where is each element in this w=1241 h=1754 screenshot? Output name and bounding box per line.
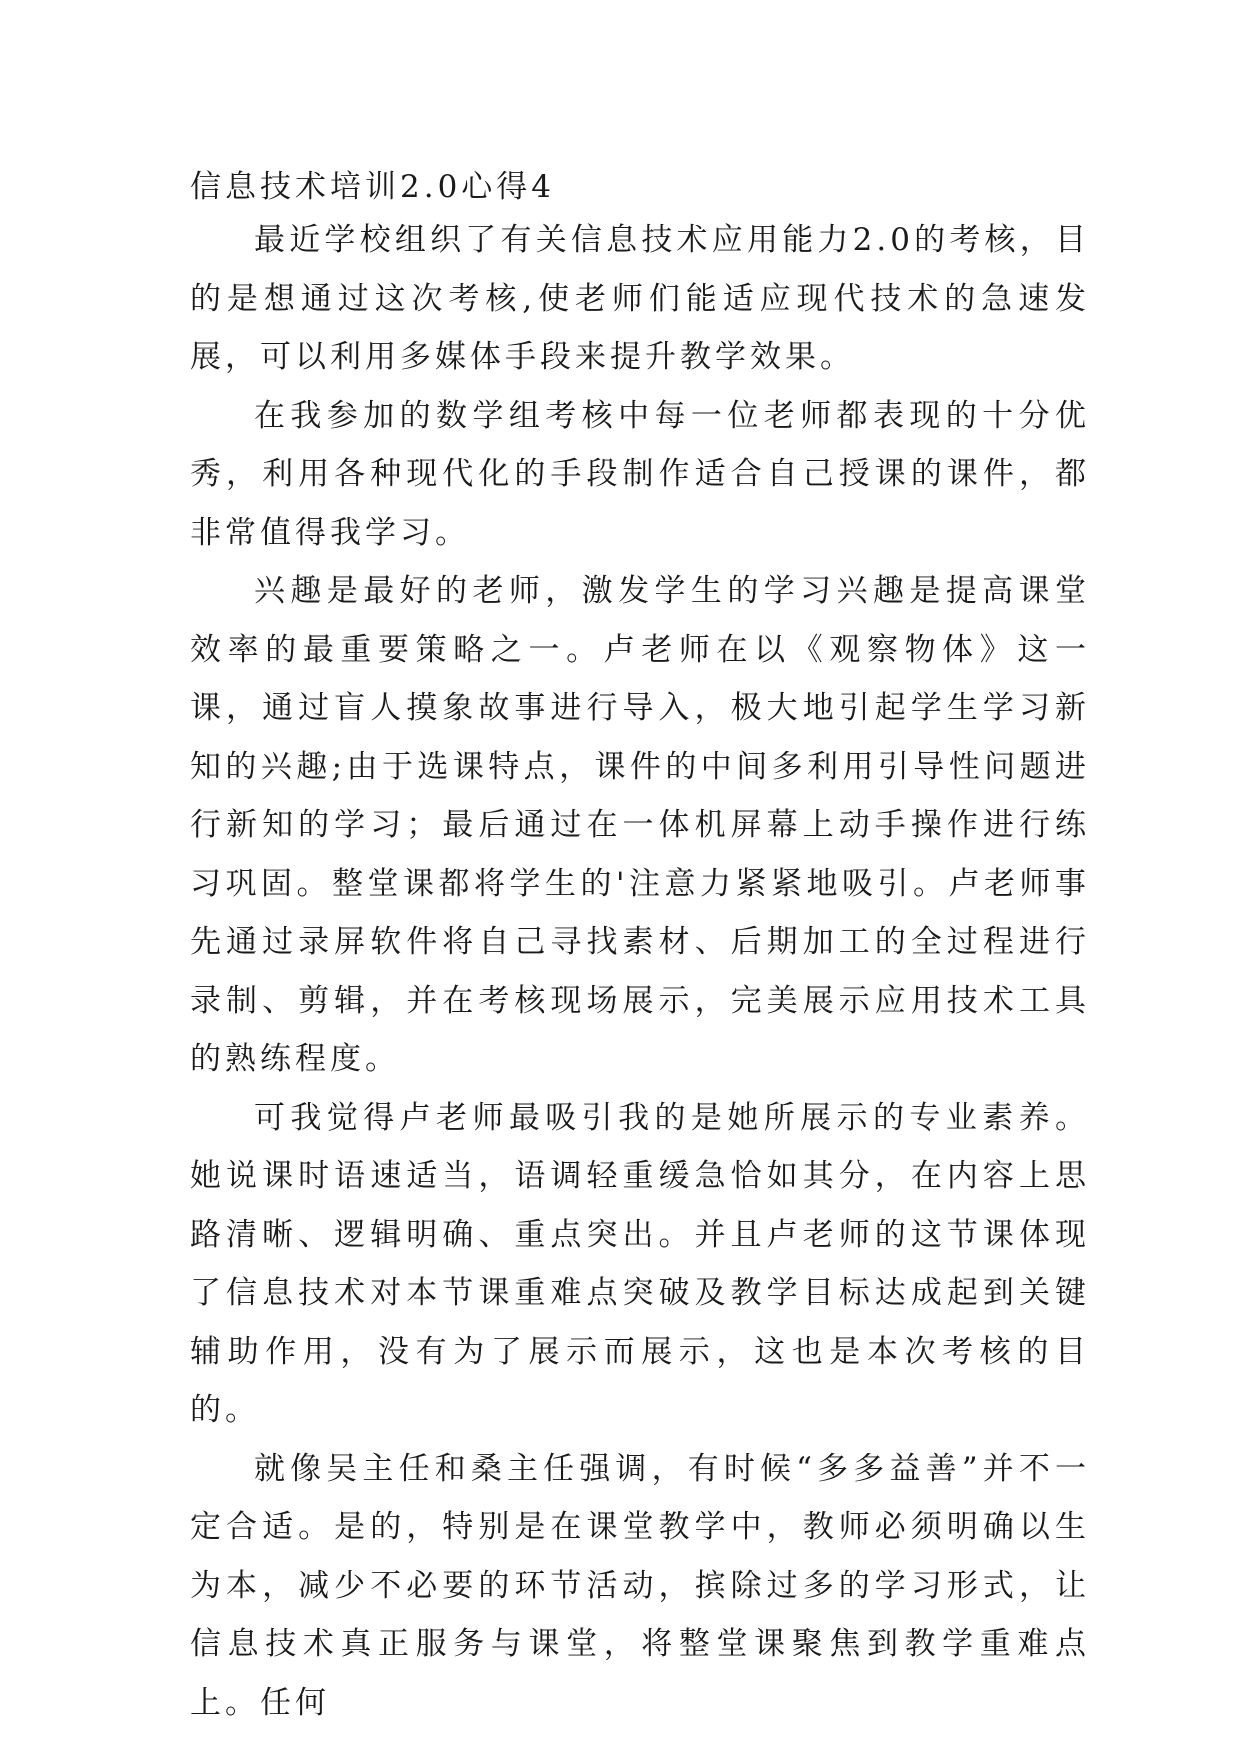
document-title: 信息技术培训2.0心得4 <box>190 169 556 205</box>
document-body <box>190 163 1090 1732</box>
paragraph: 最近学校组织了有关信息技术应用能力2.0的考核，目的是想通过这次考核,使老师们能适应现代技术的急速发展，可以利用多媒体手段来提升教学效果。 <box>190 222 1090 375</box>
paragraph: 可我觉得卢老师最吸引我的是她所展示的专业素养。她说课时语速适当，语调轻重缓急恰如其分，在内容上思路清晰、逻辑明确、重点突出。并且卢老师的这节课体现了信息技术对本节课重难点突破及教学目标达成起到关键辅助作用，没有为了展示而展示，这也是本次考核的目的。 <box>190 1099 1090 1428</box>
paragraph: 就像吴主任和桑主任强调，有时候“多多益善”并不一定合适。是的，特别是在课堂教学中，教师必须明确以生为本，减少不必要的环节活动，摈除过多的学习形式，让信息技术真正服务与课堂，将整堂课聚焦到教学重难点上。任何 <box>190 1450 1090 1721</box>
paragraph: 兴趣是最好的老师，激发学生的学习兴趣是提高课堂效率的最重要策略之一。卢老师在以《观察物体》这一课，通过盲人摸象故事进行导入，极大地引起学生学习新知的兴趣;由于选课特点，课件的中间多利用引导性问题进行新知的学习；最后通过在一体机屏幕上动手操作进行练习巩固。整堂课都将学生的'注意力紧紧地吸引。卢老师事先通过录屏软件将自己寻找素材、后期加工的全过程进行录制、剪辑，并在考核现场展示，完美展示应用技术工具的熟练程度。 <box>190 573 1090 1077</box>
paragraph: 在我参加的数学组考核中每一位老师都表现的十分优秀，利用各种现代化的手段制作适合自己授课的课件，都非常值得我学习。 <box>190 397 1090 551</box>
